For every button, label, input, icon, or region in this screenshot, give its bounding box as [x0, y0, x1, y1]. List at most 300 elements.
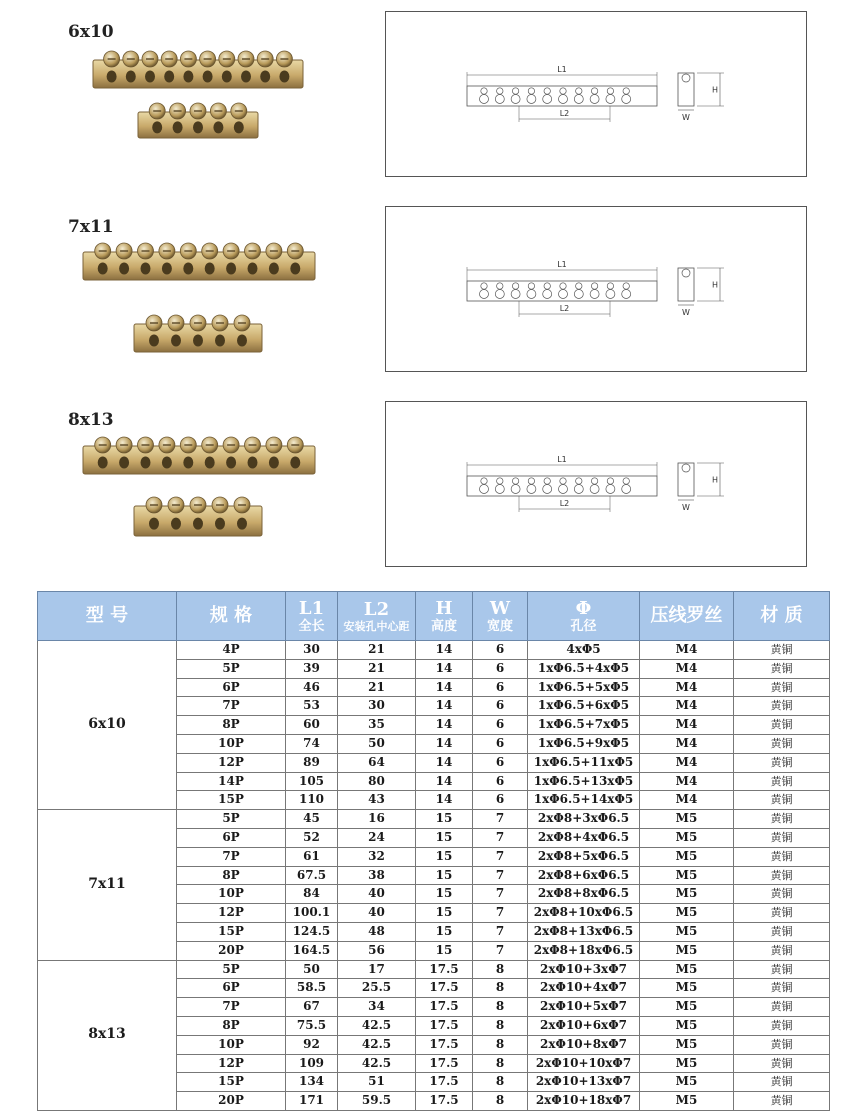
w-cell: 6 — [473, 734, 528, 753]
spec-cell: 8P — [177, 1016, 286, 1035]
technical-drawing-6x10 — [385, 11, 807, 177]
hole-outline — [511, 95, 520, 104]
screw-cell: M5 — [640, 810, 734, 829]
l1-cell: 39 — [286, 659, 338, 678]
terminal-hole — [290, 263, 300, 275]
screw-outline — [623, 283, 629, 289]
terminal-hole — [126, 71, 136, 83]
spec-cell: 10P — [177, 885, 286, 904]
hole-outline — [527, 485, 536, 494]
hole-cell: 1xΦ6.5+11xΦ5 — [528, 753, 640, 772]
terminal-hole — [215, 335, 225, 347]
header-l2-mount-distance — [338, 592, 416, 641]
terminal-hole — [222, 71, 232, 83]
w-cell: 6 — [473, 753, 528, 772]
screw-cell: M5 — [640, 1035, 734, 1054]
material-cell: 黄铜 — [734, 753, 830, 772]
hole-cell: 2xΦ10+10xΦ7 — [528, 1054, 640, 1073]
spec-cell: 12P — [177, 753, 286, 772]
terminal-hole — [162, 263, 172, 275]
hole-cell: 2xΦ10+3xΦ7 — [528, 960, 640, 979]
l1-cell: 46 — [286, 678, 338, 697]
spec-cell: 15P — [177, 922, 286, 941]
w-cell: 6 — [473, 716, 528, 735]
l1-cell: 74 — [286, 734, 338, 753]
h-cell: 14 — [416, 772, 473, 791]
hole-outline — [606, 95, 615, 104]
header-subtitle: 安装孔中心距 — [343, 619, 410, 633]
header-subtitle: 高度 — [430, 618, 457, 634]
screw-outline — [512, 88, 518, 94]
hole-outline — [480, 485, 489, 494]
h-cell: 14 — [416, 641, 473, 660]
l2-cell: 34 — [338, 998, 416, 1017]
screw-cell: M5 — [640, 998, 734, 1017]
l2-cell: 40 — [338, 885, 416, 904]
terminal-hole — [237, 335, 247, 347]
w-cell: 6 — [473, 772, 528, 791]
l1-cell: 134 — [286, 1073, 338, 1092]
material-cell: 黄铜 — [734, 847, 830, 866]
side-view-outline — [678, 268, 694, 301]
spec-cell: 20P — [177, 941, 286, 960]
hole-cell: 2xΦ8+6xΦ6.5 — [528, 866, 640, 885]
hole-cell: 2xΦ10+13xΦ7 — [528, 1073, 640, 1092]
screw-outline — [512, 283, 518, 289]
terminal-hole — [193, 518, 203, 530]
material-cell: 黄铜 — [734, 810, 830, 829]
l2-cell: 48 — [338, 922, 416, 941]
h-cell: 17.5 — [416, 998, 473, 1017]
terminal-hole — [149, 518, 159, 530]
hole-cell: 2xΦ10+18xΦ7 — [528, 1092, 640, 1111]
screw-cell: M5 — [640, 828, 734, 847]
screw-cell: M4 — [640, 659, 734, 678]
screw-outline — [560, 283, 566, 289]
l2-cell: 17 — [338, 960, 416, 979]
h-cell: 17.5 — [416, 1092, 473, 1111]
l2-cell: 42.5 — [338, 1016, 416, 1035]
hole-outline — [622, 290, 631, 299]
terminal-hole — [234, 121, 244, 133]
l1-label: L1 — [557, 260, 567, 269]
screw-outline — [481, 478, 487, 484]
h-cell: 14 — [416, 697, 473, 716]
spec-cell: 7P — [177, 998, 286, 1017]
screw-outline — [481, 283, 487, 289]
header-title: W — [489, 597, 511, 619]
l1-cell: 30 — [286, 641, 338, 660]
screw-outline — [607, 478, 613, 484]
l2-cell: 51 — [338, 1073, 416, 1092]
l2-cell: 21 — [338, 641, 416, 660]
section-label-7x11: 7x11 — [68, 217, 114, 237]
screw-cell: M4 — [640, 753, 734, 772]
technical-drawing-7x11 — [385, 206, 807, 372]
screw-cell: M5 — [640, 1054, 734, 1073]
hole-cell: 2xΦ10+6xΦ7 — [528, 1016, 640, 1035]
l1-cell: 67.5 — [286, 866, 338, 885]
spec-cell: 5P — [177, 810, 286, 829]
hole-outline — [495, 95, 504, 104]
w-cell: 8 — [473, 1092, 528, 1111]
model-cell: 8x13 — [38, 960, 177, 1110]
terminal-hole — [183, 263, 193, 275]
l2-cell: 42.5 — [338, 1054, 416, 1073]
hole-cell: 1xΦ6.5+13xΦ5 — [528, 772, 640, 791]
technical-drawing-8x13 — [385, 401, 807, 567]
terminal-hole — [205, 263, 215, 275]
w-cell: 7 — [473, 847, 528, 866]
hole-cell: 1xΦ6.5+14xΦ5 — [528, 791, 640, 810]
table-header-row — [38, 592, 830, 641]
terminal-hole — [98, 263, 108, 275]
terminal-bar-photo-6x10-long — [92, 44, 304, 90]
hole-outline — [574, 290, 583, 299]
table-row — [38, 641, 830, 660]
l2-cell: 38 — [338, 866, 416, 885]
screw-outline — [591, 283, 597, 289]
hole-cell: 2xΦ10+8xΦ7 — [528, 1035, 640, 1054]
hole-cell: 2xΦ8+8xΦ6.5 — [528, 885, 640, 904]
hole-outline — [590, 485, 599, 494]
spec-cell: 20P — [177, 1092, 286, 1111]
terminal-bar-photo-6x10-short — [137, 98, 259, 140]
screw-cell: M5 — [640, 904, 734, 923]
hole-outline — [622, 95, 631, 104]
h-cell: 15 — [416, 847, 473, 866]
screw-outline — [576, 88, 582, 94]
material-cell: 黄铜 — [734, 641, 830, 660]
spec-cell: 10P — [177, 1035, 286, 1054]
h-cell: 17.5 — [416, 1073, 473, 1092]
header-title: 型 号 — [85, 605, 129, 626]
hole-outline — [606, 290, 615, 299]
screw-outline — [544, 88, 550, 94]
l1-cell: 100.1 — [286, 904, 338, 923]
terminal-hole — [98, 457, 108, 469]
material-cell: 黄铜 — [734, 885, 830, 904]
terminal-hole — [183, 457, 193, 469]
terminal-hole — [269, 457, 279, 469]
h-cell: 15 — [416, 922, 473, 941]
w-cell: 7 — [473, 828, 528, 847]
spec-cell: 6P — [177, 828, 286, 847]
hole-cell: 1xΦ6.5+5xΦ5 — [528, 678, 640, 697]
header-l1-length — [286, 592, 338, 641]
material-cell: 黄铜 — [734, 734, 830, 753]
l2-cell: 30 — [338, 697, 416, 716]
l1-cell: 67 — [286, 998, 338, 1017]
screw-cell: M5 — [640, 979, 734, 998]
screw-cell: M4 — [640, 716, 734, 735]
h-cell: 17.5 — [416, 979, 473, 998]
material-cell: 黄铜 — [734, 1092, 830, 1111]
header-title: L2 — [363, 598, 390, 620]
header-spec — [177, 592, 286, 641]
l1-cell: 109 — [286, 1054, 338, 1073]
screw-outline — [528, 478, 534, 484]
screw-outline — [591, 478, 597, 484]
w-cell: 7 — [473, 810, 528, 829]
l1-cell: 105 — [286, 772, 338, 791]
w-cell: 7 — [473, 904, 528, 923]
l1-cell: 61 — [286, 847, 338, 866]
screw-outline — [576, 283, 582, 289]
hole-cell: 1xΦ6.5+4xΦ5 — [528, 659, 640, 678]
screw-cell: M5 — [640, 1092, 734, 1111]
hole-cell: 1xΦ6.5+9xΦ5 — [528, 734, 640, 753]
terminal-hole — [152, 121, 162, 133]
header-title: 压线罗丝 — [650, 605, 723, 626]
l1-cell: 171 — [286, 1092, 338, 1111]
w-label: W — [682, 308, 690, 317]
screw-cell: M5 — [640, 1073, 734, 1092]
h-cell: 14 — [416, 753, 473, 772]
l1-cell: 58.5 — [286, 979, 338, 998]
h-cell: 14 — [416, 734, 473, 753]
terminal-hole — [260, 71, 270, 83]
h-label: H — [711, 475, 719, 485]
material-cell: 黄铜 — [734, 1073, 830, 1092]
spec-cell: 14P — [177, 772, 286, 791]
screw-cell: M5 — [640, 941, 734, 960]
hole-cell: 4xΦ5 — [528, 641, 640, 660]
screw-cell: M4 — [640, 791, 734, 810]
terminal-hole — [193, 121, 203, 133]
terminal-hole — [203, 71, 213, 83]
hole-outline — [559, 485, 568, 494]
screw-cell: M5 — [640, 847, 734, 866]
spec-cell: 8P — [177, 866, 286, 885]
material-cell: 黄铜 — [734, 960, 830, 979]
w-label: W — [682, 113, 690, 122]
h-cell: 15 — [416, 885, 473, 904]
header-title: 材 质 — [760, 605, 803, 626]
material-cell: 黄铜 — [734, 979, 830, 998]
terminal-hole — [162, 457, 172, 469]
screw-cell: M4 — [640, 697, 734, 716]
screw-cell: M5 — [640, 866, 734, 885]
l1-cell: 52 — [286, 828, 338, 847]
screw-outline — [512, 478, 518, 484]
hole-outline — [590, 95, 599, 104]
terminal-hole — [290, 457, 300, 469]
hole-outline — [543, 95, 552, 104]
h-cell: 17.5 — [416, 1016, 473, 1035]
header-h-height — [416, 592, 473, 641]
l2-cell: 50 — [338, 734, 416, 753]
side-view-outline — [678, 73, 694, 106]
hole-outline — [511, 485, 520, 494]
material-cell: 黄铜 — [734, 866, 830, 885]
l2-cell: 40 — [338, 904, 416, 923]
model-cell: 7x11 — [38, 810, 177, 960]
header-w-width — [473, 592, 528, 641]
terminal-hole — [279, 71, 289, 83]
material-cell: 黄铜 — [734, 904, 830, 923]
terminal-hole — [119, 263, 129, 275]
screw-outline — [528, 88, 534, 94]
terminal-bar-photo-8x13-short — [133, 490, 263, 538]
screw-outline — [607, 88, 613, 94]
header-subtitle: 孔径 — [570, 618, 597, 634]
section-label-6x10: 6x10 — [68, 22, 114, 42]
screw-cell: M5 — [640, 960, 734, 979]
w-cell: 6 — [473, 791, 528, 810]
w-cell: 6 — [473, 678, 528, 697]
terminal-hole — [164, 71, 174, 83]
terminal-hole — [171, 518, 181, 530]
terminal-hole — [141, 263, 151, 275]
h-cell: 14 — [416, 791, 473, 810]
material-cell: 黄铜 — [734, 659, 830, 678]
screw-outline — [544, 283, 550, 289]
material-cell: 黄铜 — [734, 1054, 830, 1073]
header-model — [38, 592, 177, 641]
w-cell: 6 — [473, 659, 528, 678]
hole-outline — [527, 95, 536, 104]
header-title: L1 — [298, 597, 325, 619]
w-label: W — [682, 503, 690, 512]
header-subtitle: 全长 — [298, 618, 325, 634]
l2-label: L2 — [559, 109, 570, 118]
h-cell: 17.5 — [416, 1054, 473, 1073]
l2-cell: 43 — [338, 791, 416, 810]
l1-label: L1 — [557, 65, 567, 74]
terminal-hole — [215, 518, 225, 530]
material-cell: 黄铜 — [734, 1016, 830, 1035]
l1-cell: 60 — [286, 716, 338, 735]
h-cell: 15 — [416, 810, 473, 829]
screw-cell: M5 — [640, 922, 734, 941]
header-crimp-screw — [640, 592, 734, 641]
l2-cell: 80 — [338, 772, 416, 791]
w-cell: 8 — [473, 1073, 528, 1092]
w-cell: 8 — [473, 960, 528, 979]
l2-cell: 64 — [338, 753, 416, 772]
hole-outline — [559, 290, 568, 299]
w-cell: 8 — [473, 1054, 528, 1073]
l1-cell: 124.5 — [286, 922, 338, 941]
l1-cell: 45 — [286, 810, 338, 829]
screw-outline — [623, 478, 629, 484]
l2-cell: 59.5 — [338, 1092, 416, 1111]
w-cell: 8 — [473, 979, 528, 998]
l2-cell: 25.5 — [338, 979, 416, 998]
hole-outline — [606, 485, 615, 494]
material-cell: 黄铜 — [734, 998, 830, 1017]
material-cell: 黄铜 — [734, 678, 830, 697]
table-row — [38, 960, 830, 979]
l2-cell: 24 — [338, 828, 416, 847]
l1-cell: 89 — [286, 753, 338, 772]
l2-cell: 32 — [338, 847, 416, 866]
l1-cell: 84 — [286, 885, 338, 904]
terminal-hole — [193, 335, 203, 347]
hole-outline — [480, 290, 489, 299]
terminal-hole — [248, 263, 258, 275]
material-cell: 黄铜 — [734, 791, 830, 810]
header-subtitle: 宽度 — [486, 618, 513, 634]
screw-cell: M4 — [640, 641, 734, 660]
terminal-hole — [171, 335, 181, 347]
w-cell: 8 — [473, 1035, 528, 1054]
spec-cell: 4P — [177, 641, 286, 660]
h-cell: 15 — [416, 904, 473, 923]
terminal-hole — [269, 263, 279, 275]
l2-cell: 56 — [338, 941, 416, 960]
hole-cell: 1xΦ6.5+6xΦ5 — [528, 697, 640, 716]
l1-cell: 53 — [286, 697, 338, 716]
hole-cell: 2xΦ8+4xΦ6.5 — [528, 828, 640, 847]
hole-outline — [574, 485, 583, 494]
terminal-hole — [241, 71, 251, 83]
hole-cell: 2xΦ10+5xΦ7 — [528, 998, 640, 1017]
hole-cell: 2xΦ8+18xΦ6.5 — [528, 941, 640, 960]
terminal-hole — [226, 263, 236, 275]
header-title: 规 格 — [209, 605, 253, 626]
hole-outline — [543, 290, 552, 299]
header-material — [734, 592, 830, 641]
terminal-hole — [141, 457, 151, 469]
w-cell: 6 — [473, 641, 528, 660]
l1-cell: 50 — [286, 960, 338, 979]
spec-cell: 7P — [177, 847, 286, 866]
l1-cell: 110 — [286, 791, 338, 810]
hole-outline — [543, 485, 552, 494]
header-hole-diameter — [528, 592, 640, 641]
section-label-8x13: 8x13 — [68, 410, 114, 430]
hole-outline — [559, 95, 568, 104]
header-title: Φ — [575, 597, 592, 619]
l1-label: L1 — [557, 455, 567, 464]
screw-cell: M4 — [640, 772, 734, 791]
l2-cell: 16 — [338, 810, 416, 829]
l1-cell: 75.5 — [286, 1016, 338, 1035]
h-label: H — [711, 85, 719, 95]
hole-cell: 2xΦ8+10xΦ6.5 — [528, 904, 640, 923]
terminal-hole — [145, 71, 155, 83]
spec-cell: 12P — [177, 1054, 286, 1073]
spec-cell: 10P — [177, 734, 286, 753]
hole-outline — [480, 95, 489, 104]
h-cell: 14 — [416, 659, 473, 678]
screw-outline — [560, 478, 566, 484]
hole-outline — [574, 95, 583, 104]
material-cell: 黄铜 — [734, 697, 830, 716]
hole-outline — [527, 290, 536, 299]
terminal-hole — [149, 335, 159, 347]
terminal-hole — [237, 518, 247, 530]
w-cell: 6 — [473, 697, 528, 716]
l1-cell: 164.5 — [286, 941, 338, 960]
table-row — [38, 810, 830, 829]
hole-outline — [511, 290, 520, 299]
terminal-bar-photo-7x11-short — [133, 308, 263, 354]
hole-outline — [622, 485, 631, 494]
l2-label: L2 — [559, 304, 570, 313]
material-cell: 黄铜 — [734, 828, 830, 847]
screw-outline — [497, 283, 503, 289]
h-cell: 15 — [416, 828, 473, 847]
screw-outline — [576, 478, 582, 484]
terminal-hole — [183, 71, 193, 83]
l2-cell: 35 — [338, 716, 416, 735]
terminal-hole — [173, 121, 183, 133]
screw-cell: M5 — [640, 885, 734, 904]
w-cell: 8 — [473, 998, 528, 1017]
